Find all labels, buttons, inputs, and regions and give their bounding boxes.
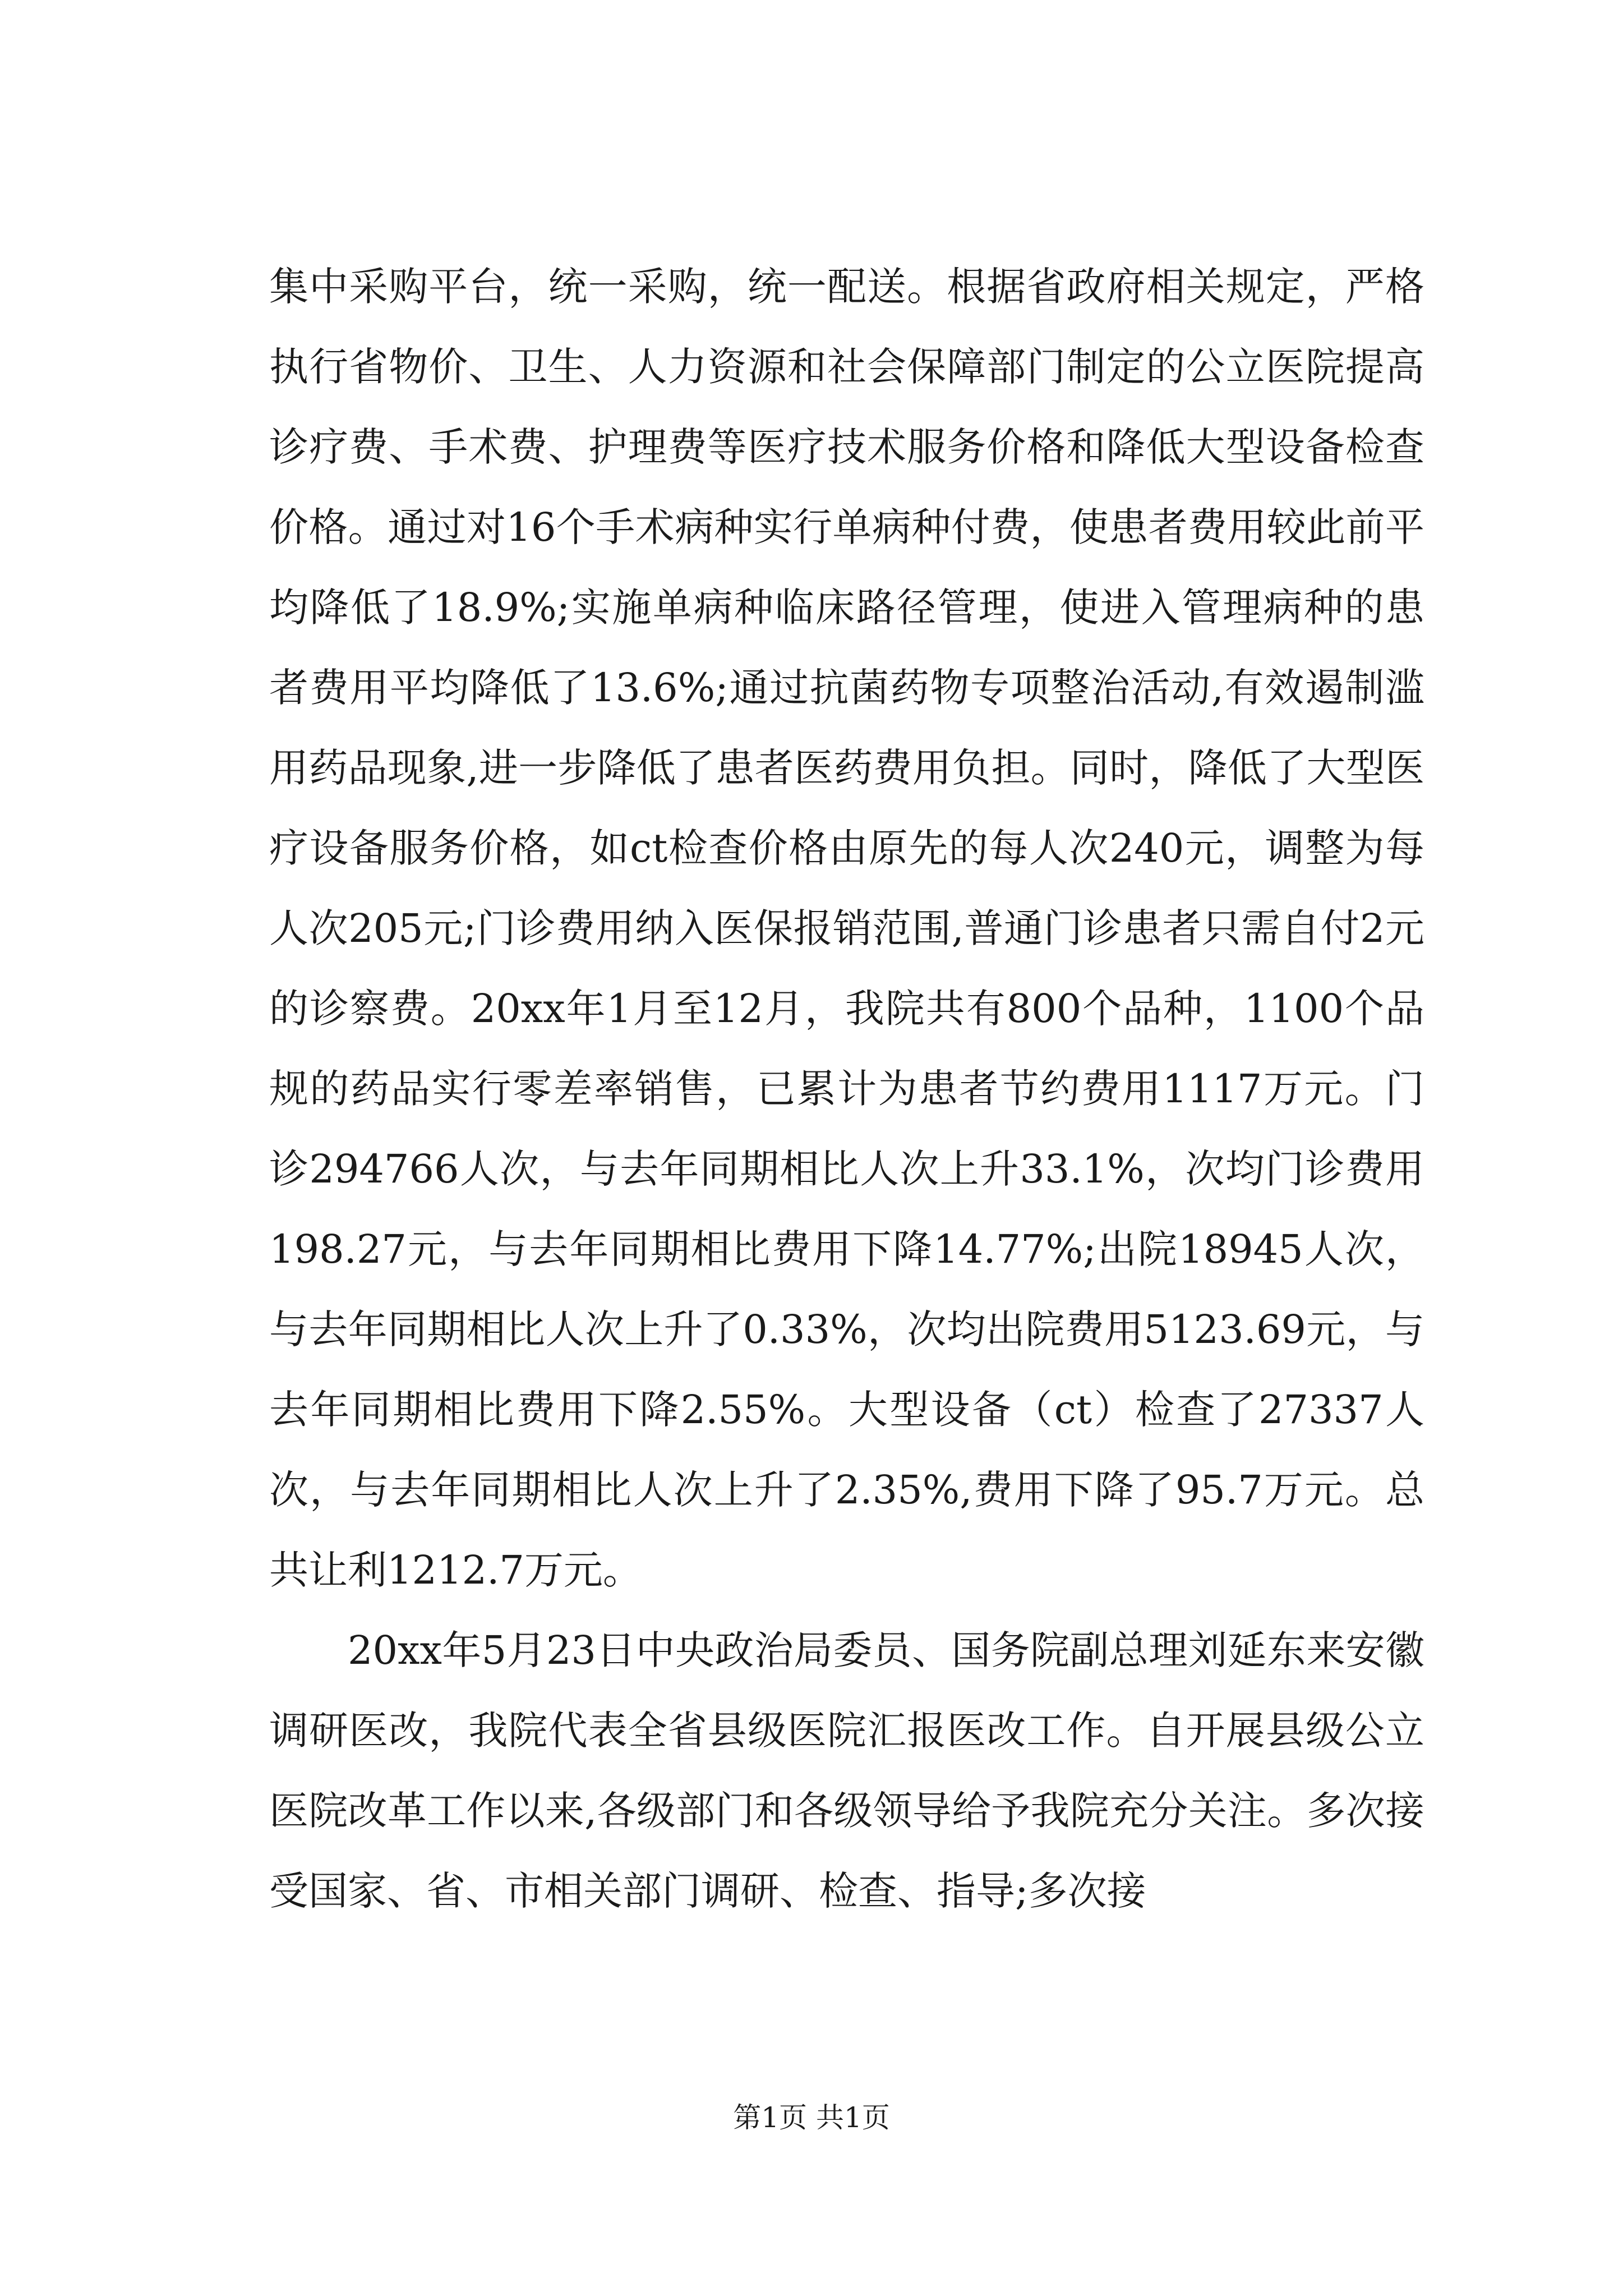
document-body (269, 247, 1424, 1931)
paragraph: 20xx年5月23日中央政治局委员、国务院副总理刘延东来安徽调研医改，我院代表全省县级医院汇报医改工作。自开展县级公立医院改革工作以来,各级部门和各级领导给予我院充分关注。多次接受国家、省、市相关部门调研、检查、指导;多次接 (269, 1627, 1424, 1914)
paragraph: 集中采购平台，统一采购，统一配送。根据省政府相关规定，严格执行省物价、卫生、人力资源和社会保障部门制定的公立医院提高诊疗费、手术费、护理费等医疗技术服务价格和降低大型设备检查价格。通过对16个手术病种实行单病种付费，使患者费用较此前平均降低了18.9%;实施单病种临床路径管理，使进入管理病种的患者费用平均降低了13.6%;通过抗菌药物专项整治活动,有效遏制滥用药品现象,进一步降低了患者医药费用负担。同时，降低了大型医疗设备服务价格，如ct检查价格由原先的每人次240元，调整为每人次205元;门诊费用纳入医保报销范围,普通门诊患者只需自付2元的诊察费。20xx年1月至12月，我院共有800个品种，1100个品规的药品实行零差率销售，已累计为患者节约费用1117万元。门诊294766人次，与去年同期相比人次上升33.1%，次均门诊费用198.27元，与去年同期相比费用下降14.77%;出院18945人次，与去年同期相比人次上升了0.33%，次均出院费用5123.69元，与去年同期相比费用下降2.55%。大型设备（ct）检查了27337人次，与去年同期相比人次上升了2.35%,费用下降了95.7万元。总共让利1212.7万元。 (269, 264, 1424, 1593)
page-footer: 第1页 共1页 (733, 2101, 890, 2134)
